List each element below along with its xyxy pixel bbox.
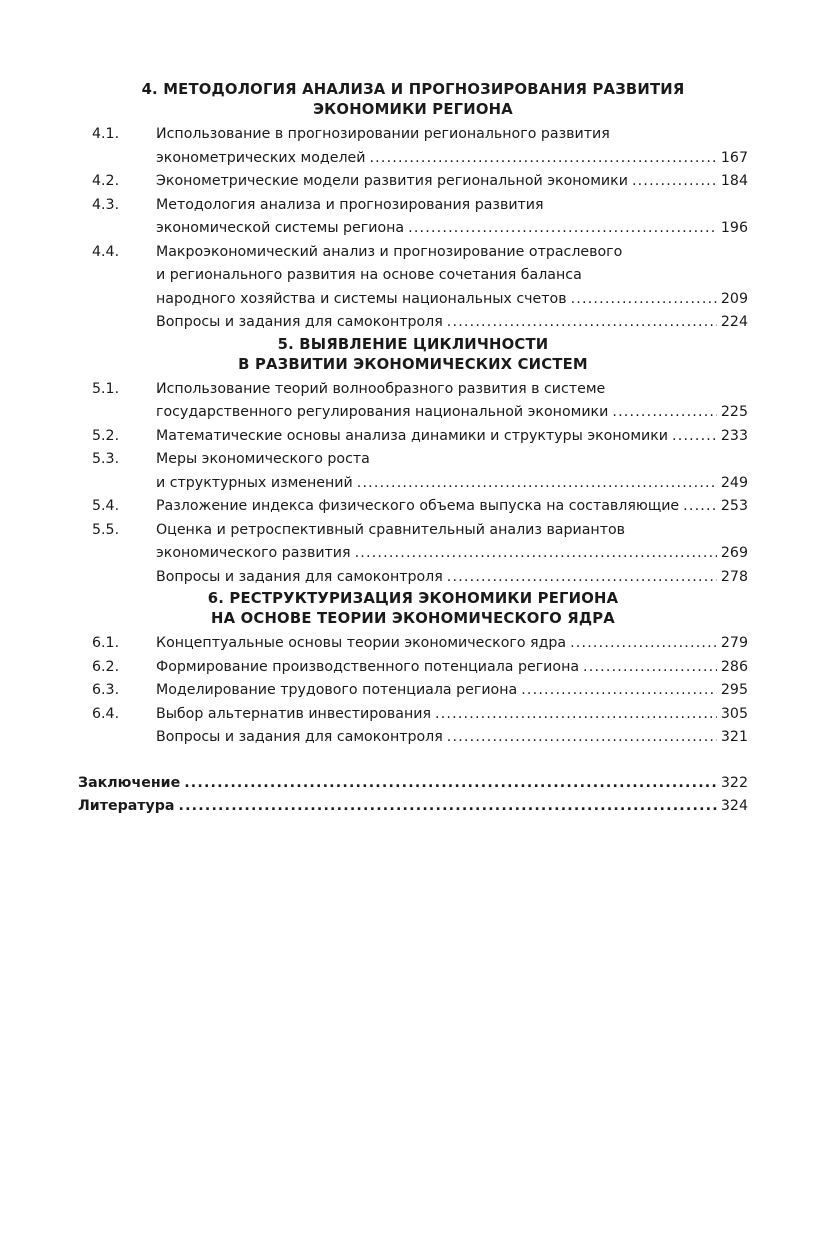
entry-text: экономического развития (156, 545, 351, 561)
toc-entry[interactable] (78, 566, 748, 590)
dot-leader (355, 542, 717, 566)
entry-number (78, 566, 156, 590)
section-title-line: 5. ВЫЯВЛЕНИЕ ЦИКЛИЧНОСТИ (277, 335, 549, 353)
section-title-line: 6. РЕСТРУКТУРИЗАЦИЯ ЭКОНОМИКИ РЕГИОНА (207, 590, 619, 607)
section-title (78, 335, 748, 375)
back-matter-label: Заключение (78, 774, 181, 791)
entry-text: экономической системы региона (156, 220, 405, 236)
toc-entry[interactable] (78, 632, 748, 656)
dot-leader (632, 170, 717, 194)
entry-number: 6.1. (92, 635, 120, 651)
toc-section (78, 589, 748, 750)
dot-leader (683, 495, 717, 519)
entry-number: 5.5. (92, 521, 120, 538)
section-title-line: НА ОСНОВЕ ТЕОРИИ ЭКОНОМИЧЕСКОГО ЯДРА (211, 610, 615, 627)
entry-text: Эконометрические модели развития региональной экономики (156, 173, 628, 189)
dot-leader (179, 795, 717, 819)
entry-text-line: Оценка и ретроспективный сравнительный анализ вариантов (156, 521, 625, 538)
entry-text: народного хозяйства и системы национальных счетов (156, 290, 567, 307)
page-number: 322 (720, 774, 748, 791)
dot-leader (357, 472, 717, 496)
page-number: 196 (720, 220, 748, 236)
entry-text: Разложение индекса физического объема выпуска на составляющие (156, 498, 680, 514)
section-title-line: В РАЗВИТИИ ЭКОНОМИЧЕСКИХ СИСТЕМ (238, 355, 588, 373)
toc-section (78, 80, 748, 335)
dot-leader (672, 425, 717, 449)
toc-entry[interactable] (78, 656, 748, 680)
dot-leader (184, 772, 717, 796)
entry-number (78, 726, 156, 750)
page-number: 279 (720, 635, 748, 651)
entry-number: 6.3. (92, 682, 120, 698)
toc-section (78, 335, 748, 590)
toc-entry[interactable] (78, 425, 748, 449)
dot-leader (571, 288, 717, 312)
dot-leader (612, 401, 717, 425)
toc-entry[interactable] (78, 194, 748, 241)
dot-leader (521, 679, 717, 703)
toc-entry[interactable] (78, 448, 748, 495)
section-title-line: 4. МЕТОДОЛОГИЯ АНАЛИЗА И ПРОГНОЗИРОВАНИЯ РАЗВИТИЯ (141, 81, 685, 98)
toc-entry[interactable] (78, 495, 748, 519)
section-title (78, 589, 748, 629)
dot-leader (583, 656, 717, 680)
entry-text: Формирование производственного потенциала региона (156, 658, 580, 675)
section-title-line: ЭКОНОМИКИ РЕГИОНА (313, 101, 513, 118)
dot-leader (447, 726, 717, 750)
dot-leader (408, 217, 717, 241)
toc-entry[interactable] (78, 703, 748, 727)
page-number: 324 (720, 798, 748, 814)
entry-number (78, 311, 156, 335)
toc-entry[interactable] (78, 679, 748, 703)
entry-text: государственного регулирования национальной экономики (156, 404, 609, 420)
toc-entry[interactable] (78, 170, 748, 194)
page-number: 321 (720, 729, 748, 745)
dot-leader (435, 703, 717, 727)
page-number: 233 (720, 427, 748, 444)
entry-text: Математические основы анализа динамики и структуры экономики (156, 427, 669, 444)
entry-text-line: Использование теорий волнообразного развития в системе (156, 380, 606, 397)
dot-leader (447, 566, 717, 590)
entry-text: Вопросы и задания для самоконтроля (156, 314, 443, 330)
entry-number: 5.2. (92, 427, 120, 444)
entry-text: эконометрических моделей (156, 149, 366, 166)
page-number: 184 (720, 173, 748, 189)
toc-entry[interactable] (78, 378, 748, 425)
entry-number: 5.1. (92, 380, 120, 397)
entry-number: 4.4. (92, 243, 120, 260)
entry-text-line: Меры экономического роста (156, 451, 370, 467)
toc-entry[interactable] (78, 123, 748, 170)
entry-number: 5.3. (92, 451, 120, 467)
dot-leader (447, 311, 717, 335)
dot-leader (570, 632, 717, 656)
page-number: 295 (720, 682, 748, 698)
toc-entry[interactable] (78, 241, 748, 312)
toc-entry[interactable] (78, 519, 748, 566)
toc-entry-back-matter[interactable] (78, 772, 748, 796)
entry-text: Моделирование трудового потенциала региона (156, 682, 518, 698)
toc-entry-back-matter[interactable] (78, 795, 748, 819)
section-title (78, 80, 748, 120)
entry-text: Выбор альтернатив инвестирования (156, 705, 431, 722)
page-number: 305 (720, 705, 748, 722)
entry-number: 4.1. (92, 126, 120, 142)
page-number: 269 (720, 545, 748, 561)
entry-text-line: и регионального развития на основе сочетания баланса (156, 267, 582, 283)
entry-number: 6.4. (92, 705, 120, 722)
entry-number: 4.3. (92, 196, 120, 213)
entry-text: Вопросы и задания для самоконтроля (156, 568, 443, 585)
page-number: 224 (720, 314, 748, 330)
page-number: 209 (720, 290, 748, 307)
toc-entry[interactable] (78, 726, 748, 750)
page-number: 225 (720, 404, 748, 420)
page-number: 286 (720, 658, 748, 675)
page-number: 278 (720, 568, 748, 585)
table-of-contents (78, 80, 748, 819)
page-number: 253 (720, 498, 748, 514)
entry-text: и структурных изменений (156, 474, 353, 491)
back-matter-label: Литература (78, 798, 175, 814)
page-number: 249 (720, 474, 748, 491)
entry-text-line: Макроэкономический анализ и прогнозирование отраслевого (156, 243, 623, 260)
entry-text: Концептуальные основы теории экономического ядра (156, 635, 567, 651)
entry-number: 6.2. (92, 658, 120, 675)
entry-text-line: Использование в прогнозировании регионального развития (156, 126, 610, 142)
entry-text: Вопросы и задания для самоконтроля (156, 729, 443, 745)
entry-number: 5.4. (92, 498, 120, 514)
entry-text-line: Методология анализа и прогнозирования развития (156, 196, 544, 213)
back-matter (78, 772, 748, 819)
toc-entry[interactable] (78, 311, 748, 335)
entry-number: 4.2. (92, 173, 120, 189)
page-number: 167 (720, 149, 748, 166)
dot-leader (369, 147, 716, 171)
